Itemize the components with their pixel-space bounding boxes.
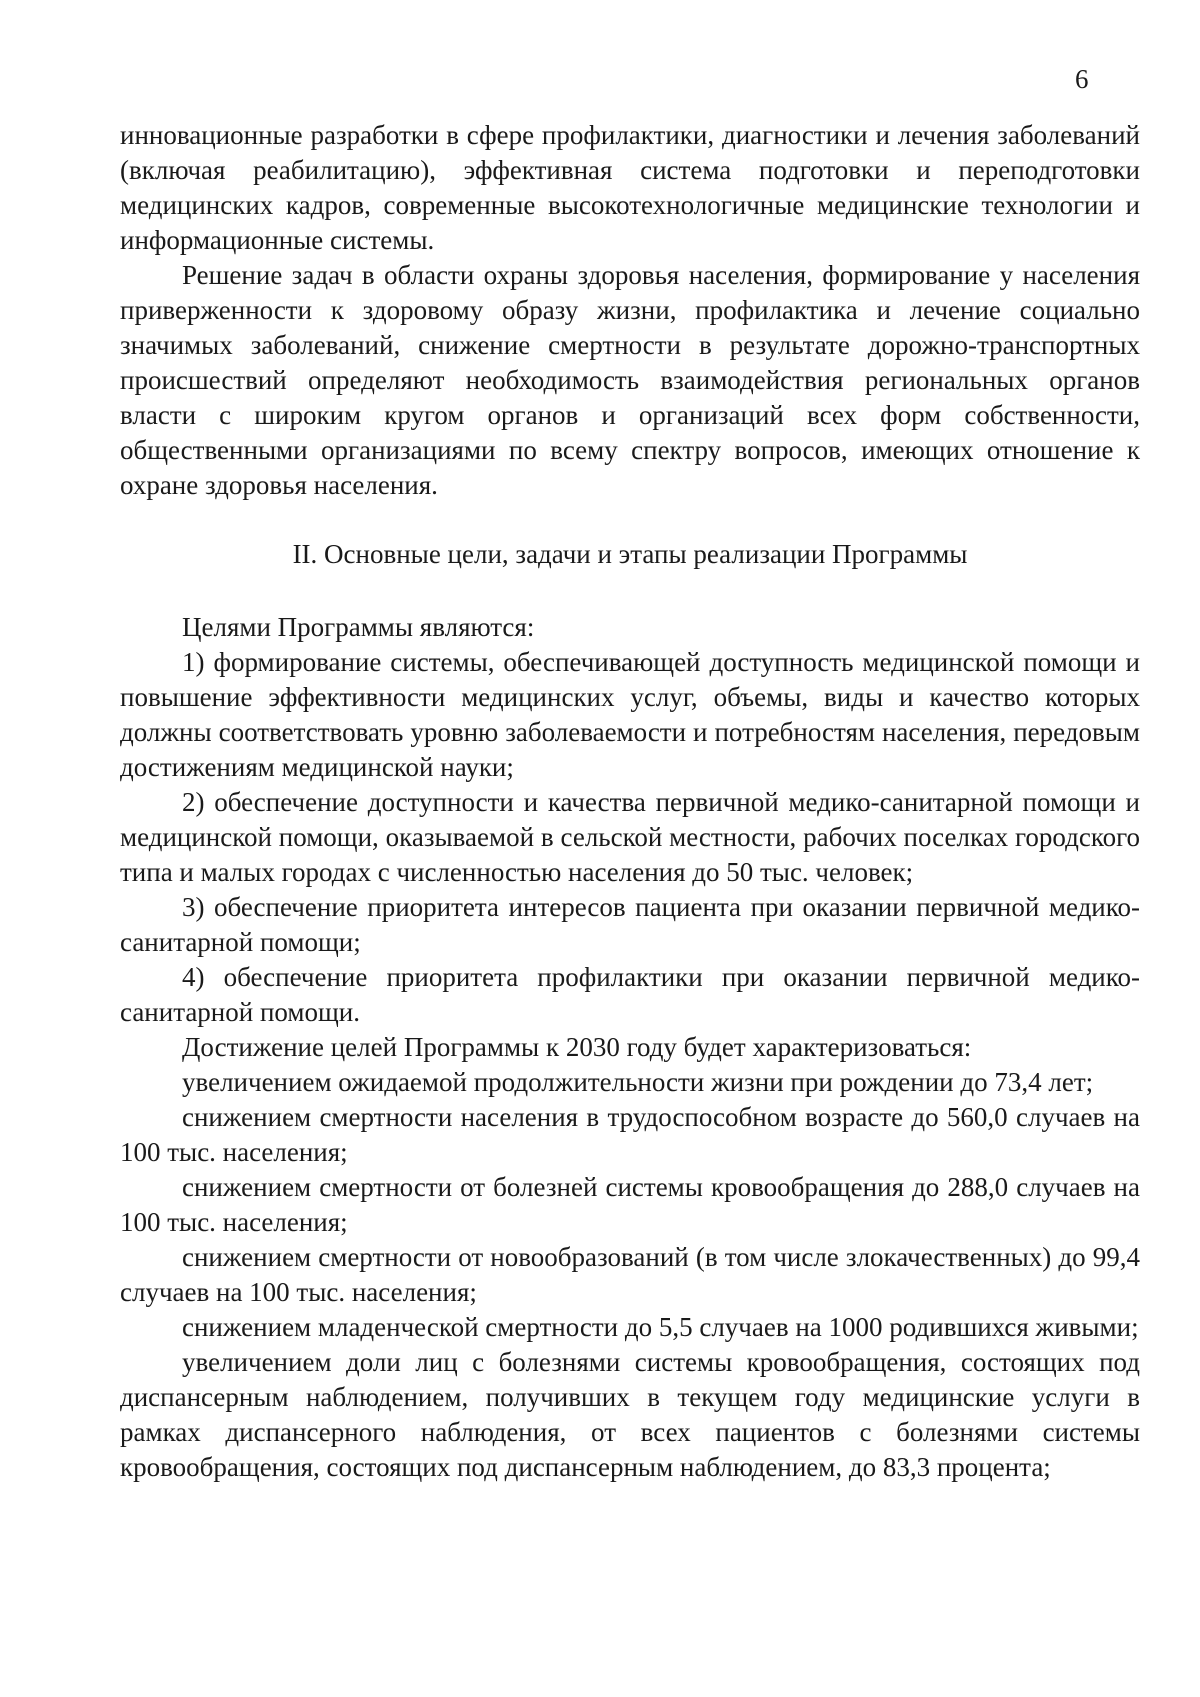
target-item-3: снижением смертности от болезней системы кровообращения до 288,0 случаев на 100 тыс. населения; [120, 1172, 1140, 1237]
target-item-2: снижением смертности населения в трудоспособном возрасте до 560,0 случаев на 100 тыс. населения; [120, 1102, 1140, 1167]
target-item-6: увеличением доли лиц с болезнями системы кровообращения, состоящих под диспансерным наблюдением, получивших в текущем году медицинские услуги в рамках диспансерного наблюдения, от всех пациентов с болезнями системы кровообращения, состоящих под диспансерным наблюдением, до 83,3 процента; [120, 1347, 1140, 1482]
intro-paragraph-1: инновационные разработки в сфере профилактики, диагностики и лечения заболеваний (включая реабилитацию), эффективная система подготовки и переподготовки медицинских кадров, современные высокотехнологичные медицинские технологии и информационные системы. [120, 120, 1140, 255]
goal-item-2: 2) обеспечение доступности и качества первичной медико-санитарной помощи и медицинской помощи, оказываемой в сельской местности, рабочих поселках городского типа и малых городах с численностью населения до 50 тыс. человек; [120, 787, 1140, 887]
intro-paragraph-2: Решение задач в области охраны здоровья населения, формирование у населения приверженности к здоровому образу жизни, профилактика и лечение социально значимых заболеваний, снижение смертности в результате дорожно-транспортных происшествий определяют необходимость взаимодействия региональных органов власти с широким кругом органов и организаций всех форм собственности, общественными организациями по всему спектру вопросов, имеющих отношение к охране здоровья населения. [120, 260, 1140, 500]
target-item-5: снижением младенческой смертности до 5,5 случаев на 1000 родившихся живыми; [182, 1312, 1139, 1342]
section-title: II. Основные цели, задачи и этапы реализации Программы [292, 539, 968, 569]
page-number: 6 [1075, 64, 1089, 94]
targets-intro: Достижение целей Программы к 2030 году будет характеризоваться: [182, 1032, 972, 1062]
goal-item-1: 1) формирование системы, обеспечивающей доступность медицинской помощи и повышение эффективности медицинских услуг, объемы, виды и качество которых должны соответствовать уровню заболеваемости и потребностям населения, передовым достижениям медицинской науки; [120, 647, 1140, 782]
goal-item-4: 4) обеспечение приоритета профилактики при оказании первичной медико-санитарной помощи. [120, 962, 1140, 1027]
goal-item-3: 3) обеспечение приоритета интересов пациента при оказании первичной медико-санитарной помощи; [120, 892, 1140, 957]
goals-intro: Целями Программы являются: [182, 612, 535, 642]
target-item-4: снижением смертности от новообразований (в том числе злокачественных) до 99,4 случаев на 100 тыс. населения; [120, 1242, 1140, 1307]
target-item-1: увеличением ожидаемой продолжительности жизни при рождении до 73,4 лет; [182, 1067, 1094, 1097]
